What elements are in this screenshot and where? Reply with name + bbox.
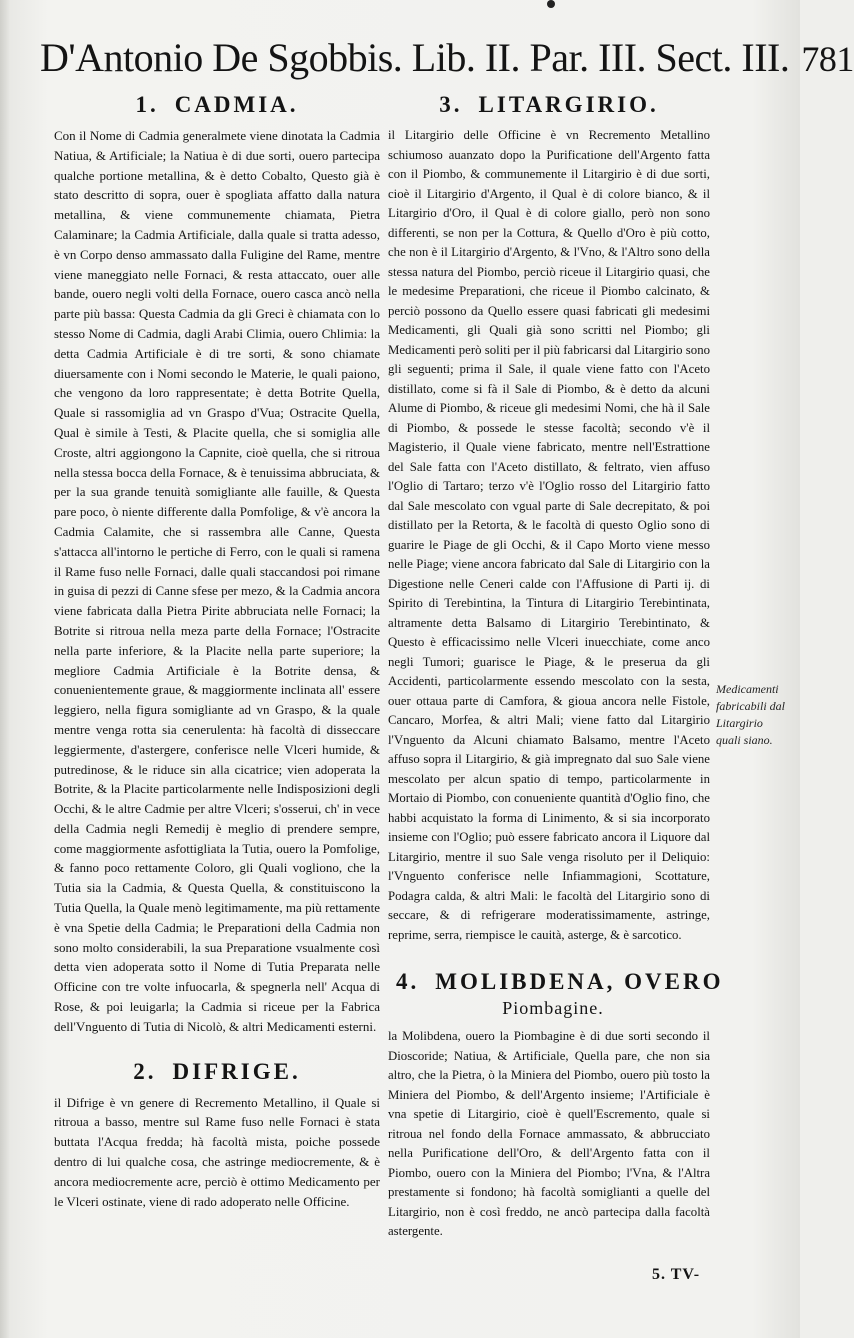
right-column — [388, 90, 724, 1242]
section-title: CADMIA. — [174, 92, 299, 117]
section-heading-litargirio — [388, 90, 710, 120]
section-body-difrige: il Difrige è vn genere di Recremento Metallino, il Quale si ritroua a basso, mentre sul Rame fuso nelle Fornaci è stata buttata l'Acqua fredda; hà facoltà mista, poiche possede dentro di lui qualche cosa, che astringe mediocremente, & è ancora mediocremente acre, perciò è ottimo Medicamento per le Vlceri ostinate, viene di rado adoperato nelle Officine. — [54, 1094, 380, 1209]
section-body-cadmia: Con il Nome di Cadmia generalmete viene dinotata la Cadmia Natiua, & Artificiale; la Natiua è di due sorti, ouero partecipa qualche portione metallina, & è detto Cobalto, Questo già è stato descritto di sopra, ouer è spogliata affatto dalla natura metallina, & viene communemente chiamata, Pietra Calaminare; la Cadmia Artificiale, dalla quale si tratta adesso, è vn Corpo denso ammassato dalla Fuligine del Rame, mentre viene maneggiato nelle Fornaci, & resta attaccato, ouer alle bande, ouero negli volti della Fornace, ouero casca ancò nella parte più bassa: Questa Cadmia da gli Greci è chiamata con lo stesso Nome di Cadmia, dagli Arabi Climia, ouero Chlimia: la detta Cadmia Artificiale è di tre sorti, & sono chiamate diuersamente con i Nomi secondo le Materie, le quali paiono, che vengono da loro rappresentate; è detta Botrite Quella, Quale si rassomiglia ad vn Graspo d'Vua; Ostracite Quella, Qual è simile à Testi, & Placite quella, che si somiglia alle Croste, altri aggiongono la Capnite, cioè quella, che si ritroua nella stessa bocca della Fornace, & è tenuissima abbruciata, & per la sua grande tenuità somigliante alle fauille, & Questa pare poco, ò niente differente dalla Pomfolige, & v'è ancora la Cadmia Calamite, che si rassembra alle Canne, Questa s'attacca all'intorno le pertiche di Ferro, con le quali si ramena il Rame fuso nelle Fornaci, dalle quali staccandosi poi rimane in guisa di pezzi di Canne sfese per mezo, & la Cadmia ancora viene fabricata dalla Pietra Pirite abbruciata nelle Fornaci; la Botrite si ritroua nella meza parte della Fornace; l'Ostracite nella parte inferiore, & la Placite nella parte superiore; la megliore Cadmia Artificiale è la Botrite densa, & conuenientemente graue, & maggiormente inclinata all' essere leggiero, nella figura somigliante ad vn Graspo, & la quale mentre venga rotta sia cenerulenta: hà facoltà di disseccare leggiermente, d'astergere, conferisce nelle Vlceri humide, & putredinose, & le riduce sin alla cicatrice; vien adoperata la Botrite, & la Placite particolarmente nelle Indisposizioni degli Occhi, & le altre Cadmie per altre Vlceri; s'osserui, ch' in vece della Cadmia negli Remedij è meglio di prendere sempre, come maggiormente asfottigliata la Tutia, ouero la Pomfolige, & fanno poco rettamente Coloro, gli Quali vogliono, che la Tutia sia la Cadmia, & Questa Quella, & constituiscono la Tutia Quella, la Quale menò legitimamente, ma più rettamente è vna Spetie della Cadmia; le Preparationi della Cadmia non sono molto considerabili, la sua Preparatione vsualmente così detta vien adoperata sotto il Nome di Tutia Preparata nelle Officine con tre volte infuocarla, & spegnerla nell' Acqua di Rose, & poi leuigarla; la Cadmia si riceue per la Fabrica dell'Vnguento di Tutia di Nicolò, & altri Medicamenti esterni. — [54, 128, 380, 1034]
section-heading-difrige — [54, 1057, 380, 1087]
section-body-molibdena: la Molibdena, ouero la Piombagine è di due sorti secondo il Dioscoride; Natiua, & Artificiale, Quella pare, che non sia altro, che la Pietra, ò la Miniera del Piombo, ouero più tosto la Miniera del Piombo, & dell'Argento insieme; l'Artificiale è vna spetie di Litargirio, cioè è quell'Escremento, quale si ritroua nel fondo della Fornace ammassato, & abbrucciato nella Purificatione dell'Oro, & dell'Argento fatta con il Piombo, ouero con la Miniera del Piombo; l'Vna, & l'Altra prestamente si fondono; hà facoltà somiglianti a quelle del Litargirio, non è così freddo, ne ancò partecipa dalla facoltà astergente. — [388, 1029, 710, 1238]
section-heading-cadmia — [54, 90, 380, 120]
running-head-title: D'Antonio De Sgobbis. Lib. II. Par. III. Sect. III. — [40, 35, 790, 80]
running-head — [40, 34, 854, 83]
page-gutter-shadow — [0, 0, 10, 1338]
left-column — [54, 90, 380, 1211]
catchword: 5. TV- — [652, 1266, 701, 1283]
section-title: LITARGIRIO. — [478, 92, 659, 117]
section-number: 3. — [439, 92, 463, 117]
section-heading-molibdena — [388, 969, 724, 1021]
section-subtitle: Piombagine. — [502, 998, 604, 1018]
section-number: 1. — [135, 92, 159, 117]
section-body-litargirio: il Litargirio delle Officine è vn Recremento Metallino schiumoso auanzato dopo la Purificatione dell'Argento fatta con il Piombo, & communemente il Litargirio è di due sorti, cioè il Litargirio d'Argento, il Qual è di colore bianco, & il Litargirio d'Oro, il Qual è di colore giallo, però non sono differenti, se non per la Cottura, & Quello d'Oro è più cotto, che non è il Litargirio d'Argento, & l'Vno, & l'Altro sono della stessa natura del Piombo, perciò riceue il Litargirio quasi, che le medesime Preparationi, che riceue il Piombo calcinato, & perciò possono da Quello essere quasi fabricati gli medesimi Medicamenti, gli Quali già sono scritti nel Piombo; gli Medicamenti però soliti per il più fabricarsi dal Litargirio sono gli seguenti; prima il Sale, il quale viene fatto con l'Aceto distillato, come si fà il Sale di Piombo, & è detto da alcuni Alume di Piombo, & riceue gli medesimi Nomi, che hà il Sale di Piombo, & possede le stesse facoltà; secondo v'è il Magisterio, il Quale viene fabricato, mentre nell'Estrattione del Sale fatta con l'Aceto distillato, & feltrato, vien affuso l'Oglio di Tartaro; terzo v'è l'Oglio rosso del Litargirio fatto dal Sale mescolato con vgual parte di Sale decrepitato, & poi distillato per la Retorta, & le facoltà di questo Oglio sono di guarire le Piage de gli Occhi, & il Capo Morto viene messo nelle Piage; viene ancora fabricato dal Sale di Litargirio con la Digestione nelle Ceneri calde con l'Affusione di Parti ij. di Spirito di Terebintina, la Tintura di Litargirio Terebintinata, altramente detta Balsamo di Litargirio Terebintinato, & Questo è efficacissimo nelle Vlceri inuecchiate, come anco negli Tumori; guarisce le Piage, & le preserua da gli Accidenti, particolarmente essendo mescolato con la sesta, ouer ottaua parte di Camfora, & gioua ancora nelle Fistole, Cancaro, Morfea, & altri Mali; viene fatto dal Litargirio l'Vnguento da Alcuni chiamato Balsamo, mentre l'Aceto affuso sopra il Litargirio, & già impregnato dal suo Sale viene mescolato per alcun spatio di tempo, particolarmente in Mortaio di Piombo, con conueniente quantità d'Oglio fino, che habbi acquistato la forma di Linimento, & si sia incorporato insieme con l'Oglio; può essere fabricato ancora il Liquore dal Litargirio, mentre il suo Sale venga risoluto per il Deliquio: l'Vnguento conferisce nelle Infiammagioni, Scottature, Podagra calda, & altri Mali: le facoltà del Litargirio sono di seccare, & di refrigerare moderatissimamente, astringe, reprime, serra, riempisce le cauità, asterge, & è sarcotico. — [388, 128, 710, 942]
section-title: MOLIBDENA, OVERO — [435, 969, 724, 994]
section-title: DIFRIGE. — [172, 1058, 301, 1084]
section-number: 2. — [133, 1058, 157, 1084]
ink-spot — [547, 0, 555, 8]
page-number: 781 — [801, 39, 854, 79]
section-number: 4. — [396, 969, 420, 994]
margin-note: Medicamenti fabricabili dal Litargirio quali siano. — [716, 682, 785, 747]
